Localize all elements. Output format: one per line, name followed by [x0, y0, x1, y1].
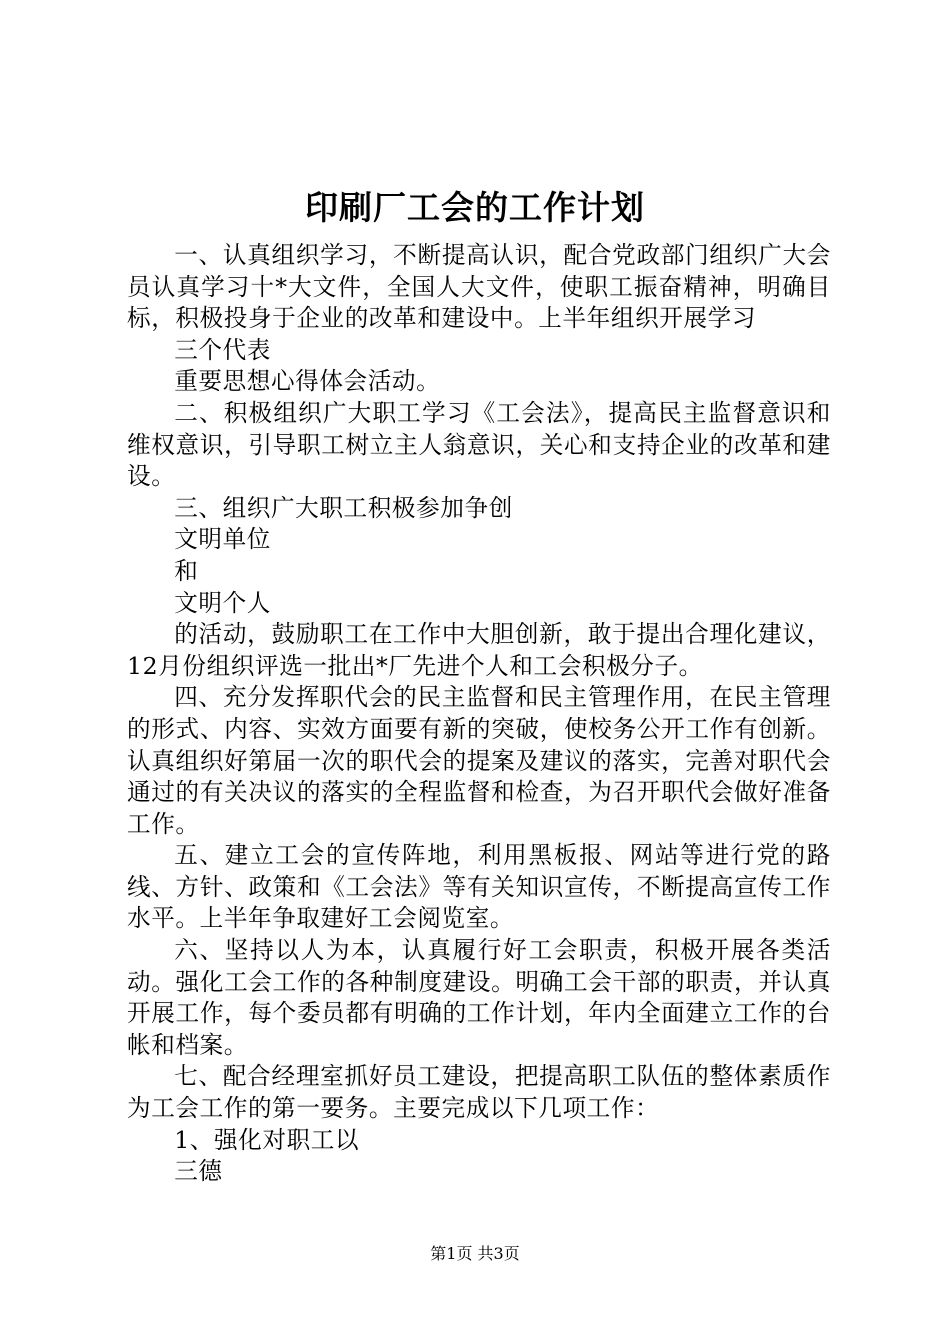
paragraph: 文明单位: [174, 525, 271, 554]
paragraph: 六、坚持以人为本，认真履行好工会职责，积极开展各类活动。强化工会工作的各种制度建设。明确工会干部的职责，并认真开展工作，每个委员都有明确的工作计划，年内全面建立工作的台帐和档案。: [127, 936, 831, 1059]
paragraph: 三、组织广大职工积极参加争创: [174, 493, 513, 522]
page-number: 第1页 共3页: [430, 1244, 520, 1263]
paragraph: 和: [174, 556, 199, 585]
paragraph: 三德: [174, 1157, 223, 1186]
document-title: 印刷厂工会的工作计划: [305, 188, 645, 227]
paragraph: 重要思想心得体会活动。: [174, 367, 441, 396]
paragraph: 三个代表: [174, 335, 271, 364]
paragraph: 七、配合经理室抓好员工建设，把提高职工队伍的整体素质作为工会工作的第一要务。主要完成以下几项工作：: [127, 1062, 831, 1123]
paragraph: 的活动，鼓励职工在工作中大胆创新，敢于提出合理化建议，12月份组织评选一批出*厂先进个人和工会积极分子。: [127, 620, 831, 680]
paragraph: 五、建立工会的宣传阵地，利用黑板报、网站等进行党的路线、方针、政策和《工会法》等有关知识宣传，不断提高宣传工作水平。上半年争取建好工会阅览室。: [127, 841, 831, 933]
paragraph: 一、认真组织学习，不断提高认识，配合党政部门组织广大会员认真学习十*大文件，全国人大文件，使职工振奋精神，明确目标，积极投身于企业的改革和建设中。上半年组织开展学习: [127, 241, 831, 333]
paragraph: 文明个人: [174, 588, 271, 617]
paragraph: 二、积极组织广大职工学习《工会法》，提高民主监督意识和维权意识，引导职工树立主人翁意识，关心和支持企业的改革和建设。: [127, 398, 831, 491]
paragraph: 四、充分发挥职代会的民主监督和民主管理作用，在民主管理的形式、内容、实效方面要有新的突破，使校务公开工作有创新。认真组织好第届一次的职代会的提案及建议的落实，完善对职代会通过的有关决议的落实的全程监督和检查，为召开职代会做好准备工作。: [127, 683, 831, 838]
paragraph: 1、强化对职工以: [174, 1125, 360, 1154]
document-body: [127, 240, 831, 1188]
